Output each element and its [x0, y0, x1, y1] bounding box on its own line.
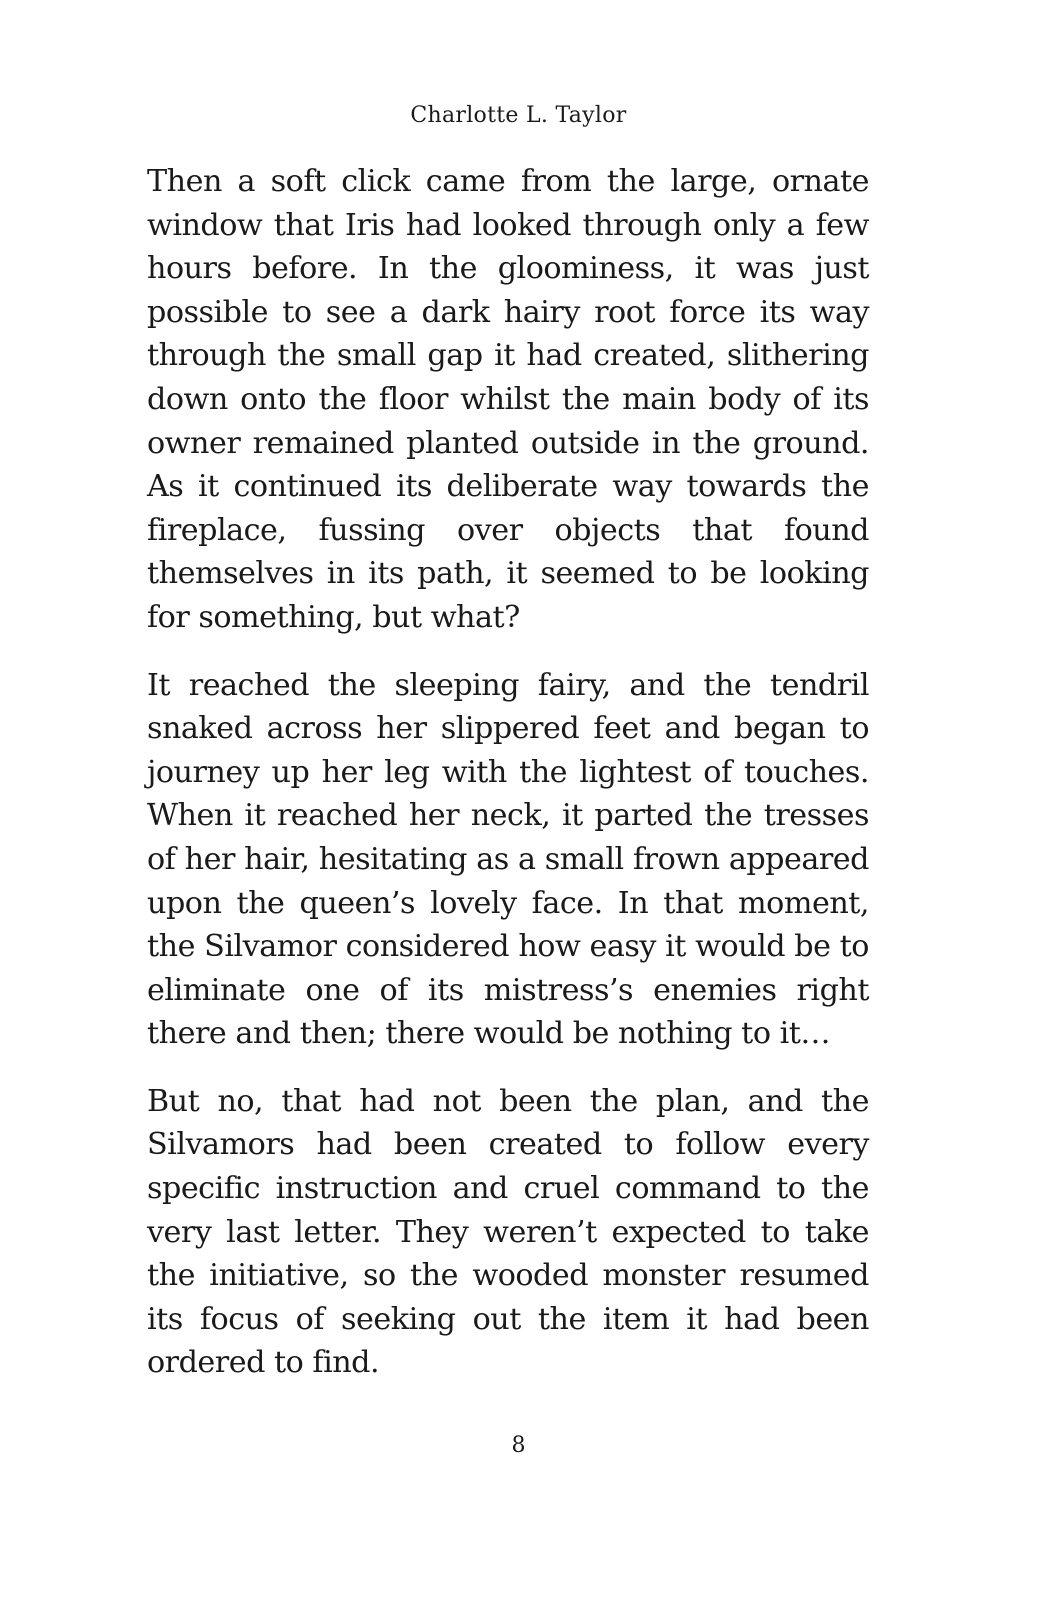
paragraph-1: Then a soft click came from the large, ornate window that Iris had looked through only a few hours before. In the gloominess, it was just possible to see a dark hairy root force its way through the small gap it had created, slithering down onto the floor whilst the main body of its owner remained planted outside in the ground. As it continued its deliberate way towards the fireplace, fussing over objects that found themselves in its path, it seemed to be looking for something, but what? [147, 164, 869, 635]
body-text [147, 160, 869, 1385]
paragraph-3: But no, that had not been the plan, and the Silvamors had been created to follow every specific instruction and cruel command to the very last letter. They weren’t expected to take the initiative, so the wooded monster resumed its focus of seeking out the item it had been ordered to find. [147, 1083, 869, 1381]
paragraph-2: It reached the sleeping fairy, and the tendril snaked across her slippered feet and began to journey up her leg with the lightest of touches. When it reached her neck, it parted the tresses of her hair, hesitating as a small frown appeared upon the queen’s lovely face. In that moment, the Silvamor considered how easy it would be to eliminate one of its mistress’s enemies right there and then; there would be nothing to it… [147, 667, 869, 1052]
page-number: 8 [511, 1433, 526, 1458]
running-header-author: Charlotte L. Taylor [410, 103, 627, 128]
